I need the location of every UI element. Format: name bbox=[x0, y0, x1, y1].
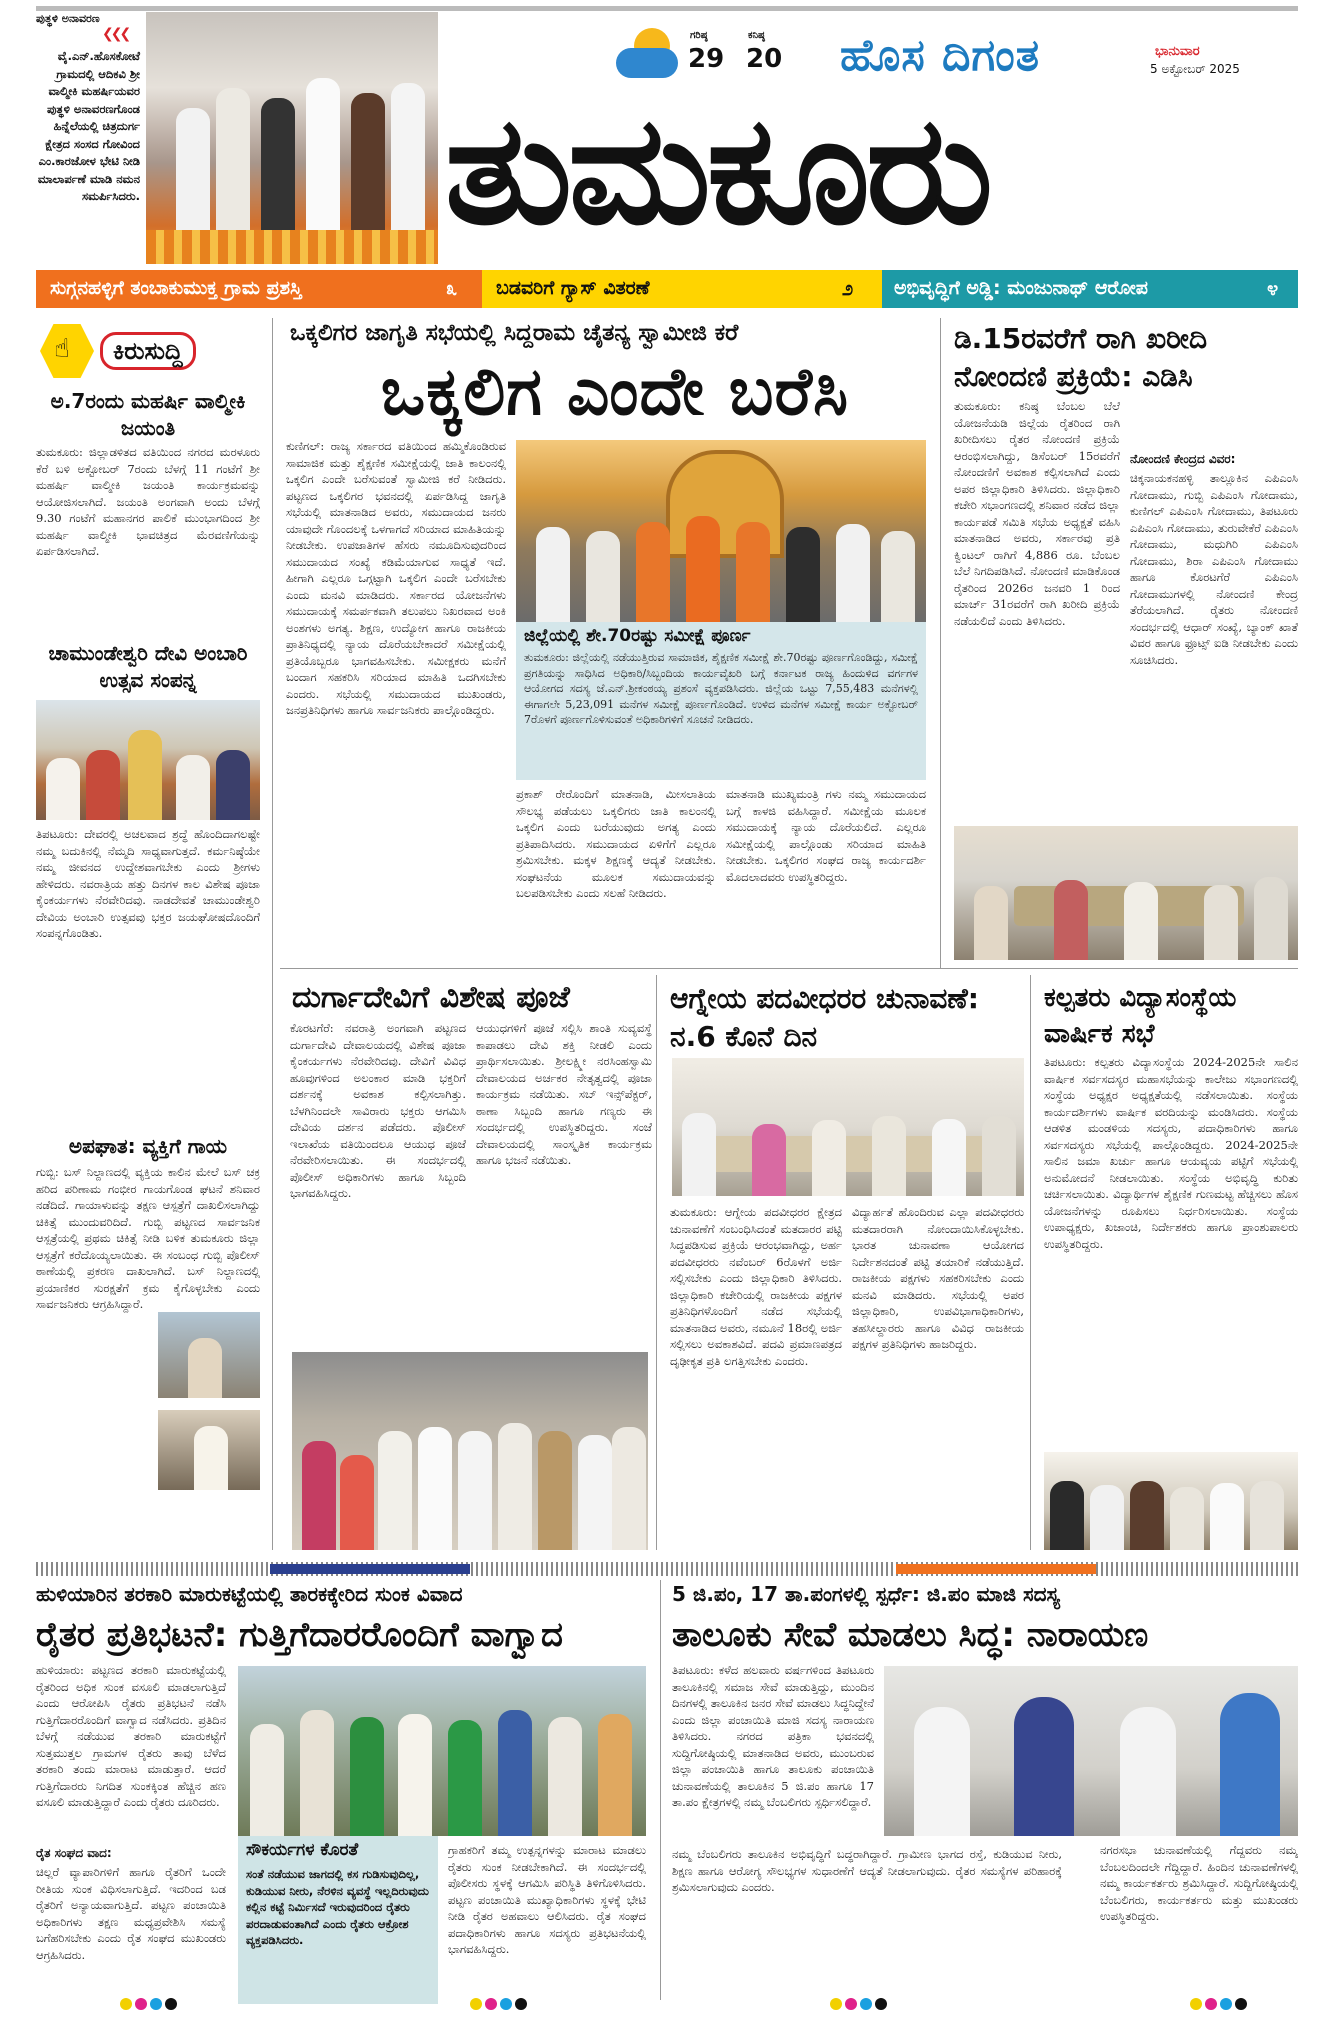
durga-photo bbox=[292, 1352, 648, 1550]
huliyar-photo bbox=[238, 1666, 646, 1836]
masthead-title: ತುಮಕೂರು bbox=[445, 84, 990, 258]
weather-min: 20 bbox=[746, 44, 783, 74]
huliyar-headline: ರೈತರ ಪ್ರತಿಭಟನೆ: ಗುತ್ತಿಗೆದಾರರೊಂದಿಗೆ ವಾಗ್ವಾದ bbox=[36, 1615, 563, 1655]
huliyar-box-head: ಸೌಕರ್ಯಗಳ ಕೊರತೆ bbox=[246, 1840, 359, 1860]
lead-headline: ಒಕ್ಕಲಿಗ ಎಂದೇ ಬರೆಸಿ bbox=[380, 353, 850, 430]
taluk-text-2: ನಮ್ಮ ಬೆಂಬಲಿಗರು ತಾಲೂಕಿನ ಅಭಿವೃದ್ಧಿಗೆ ಬದ್ಧರಾಗಿದ್ದಾರೆ. ಗ್ರಾಮೀಣ ಭಾಗದ ರಸ್ತೆ, ಕುಡಿಯುವ ನೀರು, ಶಿಕ್ಷಣ ಹಾಗೂ ಆರೋಗ್ಯ ಸೌಲಭ್ಯಗಳ ಸುಧಾರಣೆಗೆ ಆದ್ಯತೆ ನೀಡಲಾಗುವುದು. ರೈತರ ಸಮಸ್ಯೆಗಳ ಪರಿಹಾರಕ್ಕೆ ಶ್ರಮಿಸಲಾಗುವುದು ಎಂದರು. bbox=[672, 1847, 1062, 1894]
lead-sidebox-head: ಜಿಲ್ಲೆಯಲ್ಲಿ ಶೇ.70ರಷ್ಟು ಸಮೀಕ್ಷೆ ಪೂರ್ಣ bbox=[524, 626, 751, 646]
lead-kicker: ಒಕ್ಕಲಿಗರ ಜಾಗೃತಿ ಸಭೆಯಲ್ಲಿ ಸಿದ್ದರಾಮ ಚೈತನ್ಯ ಸ್ವಾಮೀಜಿ ಕರೆ bbox=[290, 320, 739, 346]
brand-logo: ಹೊಸ ದಿಗಂತ bbox=[840, 30, 1041, 81]
weather-max: 29 bbox=[688, 44, 725, 74]
kiru-1-text: ತುಮಕೂರು: ಜಿಲ್ಲಾಡಳಿತದ ವತಿಯಿಂದ ನಗರದ ಮರಳೂರು ಕೆರೆ ಬಳಿ ಅಕ್ಟೋಬರ್ 7ರಂದು ಬೆಳಗ್ಗೆ 11 ಗಂಟೆಗೆ ಶ್ರೀ ಮಹರ್ಷಿ ವಾಲ್ಮೀಕಿ ಜಯಂತಿ ಕಾರ್ಯಕ್ರಮವನ್ನು ಆಯೋಜಿಸಲಾಗಿದೆ. ಜಯಂತಿ ಅಂಗವಾಗಿ ಅಂದು ಬೆಳಗ್ಗೆ 9.30 ಗಂಟೆಗೆ ಮಹಾನಗರ ಪಾಲಿಕೆ ಮುಂಭಾಗದಿಂದ ಶ್ರೀ ಮಹರ್ಷಿ ವಾಲ್ಮೀಕಿ ಭಾವಚಿತ್ರದ ಮೆರವಣಿಗೆಯನ್ನು ಏರ್ಪಡಿಸಲಾಗಿದೆ. bbox=[36, 445, 260, 558]
kirusuddi-label: ಕಿರುಸುದ್ದಿ bbox=[100, 332, 196, 370]
huliyar-kicker: ಹುಳಿಯಾರಿನ ತರಕಾರಿ ಮಾರುಕಟ್ಟೆಯಲ್ಲಿ ತಾರಕಕ್ಕೇರಿದ ಸುಂಕ ವಿವಾದ bbox=[36, 1582, 463, 1606]
corner-story bbox=[36, 12, 146, 262]
taluk-text: ತಿಪಟೂರು: ಕಳೆದ ಹಲವಾರು ವರ್ಷಗಳಿಂದ ತಿಪಟೂರು ತಾಲೂಕಿನಲ್ಲಿ ಸಮಾಜ ಸೇವೆ ಮಾಡುತ್ತಿದ್ದು, ಮುಂದಿನ ದಿನಗಳಲ್ಲಿ ತಾಲೂಕಿನ ಜನರ ಸೇವೆ ಮಾಡಲು ಸಿದ್ಧನಿದ್ದೇನೆ ಎಂದು ಜಿಲ್ಲಾ ಪಂಚಾಯಿತಿ ಮಾಜಿ ಸದಸ್ಯ ನಾರಾಯಣ ತಿಳಿಸಿದರು. ನಗರದ ಪತ್ರಿಕಾ ಭವನದಲ್ಲಿ ಸುದ್ದಿಗೋಷ್ಠಿಯಲ್ಲಿ ಮಾತನಾಡಿದ ಅವರು, ಮುಂಬರುವ ಜಿಲ್ಲಾ ಪಂಚಾಯಿತಿ ಹಾಗೂ ತಾಲೂಕು ಪಂಚಾಯಿತಿ ಚುನಾವಣೆಯಲ್ಲಿ ತಾಲೂಕಿನ 5 ಜಿ.ಪಂ ಹಾಗೂ 17 ತಾ.ಪಂ ಕ್ಷೇತ್ರಗಳಲ್ಲಿ ನಮ್ಮ ಬೆಂಬಲಿಗರು ಸ್ಪರ್ಧಿಸಲಿದ್ದಾರೆ. bbox=[672, 1663, 874, 1809]
corner-text: ವೈ.ಎನ್.ಹೊಸಕೋಟೆ ಗ್ರಾಮದಲ್ಲಿ ಆದಿಕವಿ ಶ್ರೀ ವಾಲ್ಮೀಕಿ ಮಹರ್ಷಿಯವರ ಪುತ್ಥಳಿ ಅನಾವರಣಗೊಂಡ ಹಿನ್ನೆಲೆಯಲ್ಲಿ ಚಿತ್ರದುರ್ಗ ಕ್ಷೇತ್ರದ ಸಂಸದ ಗೋವಿಂದ ಎಂ.ಕಾರಜೋಳ ಭೇಟಿ ನೀಡಿ ಮಾಲಾರ್ಪಣೆ ಮಾಡಿ ನಮನ ಸಮರ್ಪಿಸಿದರು. bbox=[37, 49, 140, 203]
teaser-2-page: ೨ bbox=[842, 276, 854, 300]
teaser-1[interactable] bbox=[36, 270, 482, 308]
kalpa-photo bbox=[1044, 1452, 1298, 1550]
teaser-2-text: ಬಡವರಿಗೆ ಗ್ಯಾಸ್ ವಿತರಣೆ bbox=[496, 277, 650, 299]
teaser-strip bbox=[36, 270, 1298, 308]
teaser-1-page: ೩ bbox=[446, 276, 458, 300]
durga-text: ಕೊರಟಗೆರೆ: ನವರಾತ್ರಿ ಅಂಗವಾಗಿ ಪಟ್ಟಣದ ದುರ್ಗಾದೇವಿ ದೇವಾಲಯದಲ್ಲಿ ವಿಶೇಷ ಪೂಜಾ ಕೈಂಕರ್ಯಗಳು ನೆರವೇರಿದವು. ದೇವಿಗೆ ವಿವಿಧ ಹೂವುಗಳಿಂದ ಅಲಂಕಾರ ಮಾಡಿ ಭಕ್ತರಿಗೆ ದರ್ಶನಕ್ಕೆ ಅವಕಾಶ ಕಲ್ಪಿಸಲಾಗಿತ್ತು. ಬೆಳಗಿನಿಂದಲೇ ಸಾವಿರಾರು ಭಕ್ತರು ಆಗಮಿಸಿ ದೇವಿಯ ದರ್ಶನ ಪಡೆದರು. ಪೊಲೀಸ್ ಇಲಾಖೆಯ ವತಿಯಿಂದಲೂ ಆಯುಧ ಪೂಜೆ ನೆರವೇರಿಸಲಾಯಿತು. ಈ ಸಂದರ್ಭದಲ್ಲಿ ಪೊಲೀಸ್ ಅಧಿಕಾರಿಗಳು ಹಾಗೂ ಸಿಬ್ಬಂದಿ ಭಾಗವಹಿಸಿದ್ದರು. bbox=[290, 1021, 466, 1200]
bottom-separator bbox=[36, 1562, 1298, 1576]
taluk-headline: ತಾಲೂಕು ಸೇವೆ ಮಾಡಲು ಸಿದ್ಧ: ನಾರಾಯಣ bbox=[672, 1615, 1149, 1655]
issue-date: 5 ಅಕ್ಟೋಬರ್ 2025 bbox=[1150, 62, 1240, 76]
durga-text-2: ಆಯುಧಗಳಿಗೆ ಪೂಜೆ ಸಲ್ಲಿಸಿ ಶಾಂತಿ ಸುವ್ಯವಸ್ಥೆ ಕಾಪಾಡಲು ದೇವಿ ಶಕ್ತಿ ನೀಡಲಿ ಎಂದು ಪ್ರಾರ್ಥಿಸಲಾಯಿತು. ಶ್ರೀಲಕ್ಷ್ಮೀ ನರಸಿಂಹಸ್ವಾಮಿ ದೇವಾಲಯದ ಅರ್ಚಕರ ನೇತೃತ್ವದಲ್ಲಿ ಪೂಜಾ ಕಾರ್ಯಕ್ರಮ ನಡೆಯಿತು. ಸಬ್ ಇನ್ಸ್‌ಪೆಕ್ಟರ್, ಠಾಣಾ ಸಿಬ್ಬಂದಿ ಹಾಗೂ ಗಣ್ಯರು ಈ ಸಂದರ್ಭದಲ್ಲಿ ಉಪಸ್ಥಿತರಿದ್ದರು. ಸಂಜೆ ದೇವಾಲಯದಲ್ಲಿ ಸಾಂಸ್ಕೃತಿಕ ಕಾರ್ಯಕ್ರಮ ಹಾಗೂ ಭಜನೆ ನಡೆಯಿತು. bbox=[476, 1021, 652, 1167]
kalpa-text: ತಿಪಟೂರು: ಕಲ್ಪತರು ವಿದ್ಯಾಸಂಸ್ಥೆಯ 2024-2025ನೇ ಸಾಲಿನ ವಾರ್ಷಿಕ ಸರ್ವಸದಸ್ಯರ ಮಹಾಸಭೆಯನ್ನು ಕಾಲೇಜು ಸಭಾಂಗಣದಲ್ಲಿ ಸಂಸ್ಥೆಯ ಅಧ್ಯಕ್ಷರ ಅಧ್ಯಕ್ಷತೆಯಲ್ಲಿ ನಡೆಸಲಾಯಿತು. ಸಂಸ್ಥೆಯ ಕಾರ್ಯದರ್ಶಿಗಳು ವಾರ್ಷಿಕ ವರದಿಯನ್ನು ಮಂಡಿಸಿದರು. ಸಂಸ್ಥೆಯ ಆಡಳಿತ ಮಂಡಳಿಯ ಸದಸ್ಯರು, ಪದಾಧಿಕಾರಿಗಳು ಹಾಗೂ ಸರ್ವಸದಸ್ಯರು ಸಭೆಯಲ್ಲಿ ಪಾಲ್ಗೊಂಡಿದ್ದರು. 2024-2025ನೇ ಸಾಲಿನ ಜಮಾ ಖರ್ಚು ಹಾಗೂ ಆಯವ್ಯಯ ಪಟ್ಟಿಗೆ ಸಭೆಯಲ್ಲಿ ಅನುಮೋದನೆ ನೀಡಲಾಯಿತು. ಸಂಸ್ಥೆಯ ಅಭಿವೃದ್ಧಿ ಕುರಿತು ಚರ್ಚಿಸಲಾಯಿತು. ವಿದ್ಯಾರ್ಥಿಗಳ ಶೈಕ್ಷಣಿಕ ಗುಣಮಟ್ಟ ಹೆಚ್ಚಿಸಲು ಹೊಸ ಯೋಜನೆಗಳನ್ನು ರೂಪಿಸಲು ನಿರ್ಧರಿಸಲಾಯಿತು. ಸಂಸ್ಥೆಯ ಉಪಾಧ್ಯಕ್ಷರು, ಖಜಾಂಚಿ, ನಿರ್ದೇಶಕರು ಹಾಗೂ ಪ್ರಾಂಶುಪಾಲರು ಉಪಸ್ಥಿತರಿದ್ದರು. bbox=[1044, 1055, 1298, 1251]
teaser-3-page: ೪ bbox=[1267, 276, 1279, 300]
registration-mark-4 bbox=[1190, 1998, 1250, 2010]
kiru-3-head: ಅಪಘಾತ: ವ್ಯಕ್ತಿಗೆ ಗಾಯ bbox=[68, 1134, 228, 1158]
corner-photo bbox=[146, 12, 438, 264]
agneya-text-2: ವಿದ್ಯಾರ್ಹತೆ ಹೊಂದಿರುವ ಎಲ್ಲಾ ಪದವೀಧರರು ಮತದಾರರಾಗಿ ನೋಂದಾಯಿಸಿಕೊಳ್ಳಬೇಕು. ಭಾರತ ಚುನಾವಣಾ ಆಯೋಗದ ನಿರ್ದೇಶನದಂತೆ ಪಟ್ಟಿ ತಯಾರಿಕೆ ನಡೆಯುತ್ತಿದೆ. ರಾಜಕೀಯ ಪಕ್ಷಗಳು ಸಹಕರಿಸಬೇಕು ಎಂದು ಮನವಿ ಮಾಡಿದರು. ಸಭೆಯಲ್ಲಿ ಅಪರ ಜಿಲ್ಲಾಧಿಕಾರಿ, ಉಪವಿಭಾಗಾಧಿಕಾರಿಗಳು, ತಹಸೀಲ್ದಾರರು ಹಾಗೂ ವಿವಿಧ ರಾಜಕೀಯ ಪಕ್ಷಗಳ ಪ್ರತಿನಿಧಿಗಳು ಹಾಜರಿದ್ದರು. bbox=[852, 1205, 1024, 1351]
lead-photo bbox=[516, 440, 926, 622]
teaser-3[interactable] bbox=[882, 270, 1298, 308]
lead-sidebox bbox=[516, 622, 926, 780]
kirusuddi-badge: ☝ ಕಿರುಸುದ್ದಿ bbox=[36, 322, 260, 380]
teaser-1-text: ಸುಗ್ಗನಹಳ್ಳಿಗೆ ತಂಬಾಕುಮುಕ್ತ ಗ್ರಾಮ ಪ್ರಶಸ್ತಿ bbox=[50, 277, 302, 299]
durga-headline: ದುರ್ಗಾದೇವಿಗೆ ವಿಶೇಷ ಪೂಜೆ bbox=[292, 980, 570, 1015]
agneya-photo bbox=[672, 1058, 1024, 1196]
agneya-text: ತುಮಕೂರು: ಆಗ್ನೇಯ ಪದವೀಧರರ ಕ್ಷೇತ್ರದ ಚುನಾವಣೆಗೆ ಸಂಬಂಧಿಸಿದಂತೆ ಮತದಾರರ ಪಟ್ಟಿ ಸಿದ್ಧಪಡಿಸುವ ಪ್ರಕ್ರಿಯೆ ಆರಂಭವಾಗಿದ್ದು, ಅರ್ಹ ಪದವೀಧರರು ನವೆಂಬರ್ 6ರೊಳಗೆ ಅರ್ಜಿ ಸಲ್ಲಿಸಬೇಕು ಎಂದು ಜಿಲ್ಲಾಧಿಕಾರಿ ತಿಳಿಸಿದರು. ಜಿಲ್ಲಾಧಿಕಾರಿ ಕಚೇರಿಯಲ್ಲಿ ರಾಜಕೀಯ ಪಕ್ಷಗಳ ಪ್ರತಿನಿಧಿಗಳೊಂದಿಗೆ ನಡೆದ ಸಭೆಯಲ್ಲಿ ಮಾತನಾಡಿದ ಅವರು, ನಮೂನೆ 18ರಲ್ಲಿ ಅರ್ಜಿ ಸಲ್ಲಿಸಲು ಅವಕಾಶವಿದೆ. ಪದವಿ ಪ್ರಮಾಣಪತ್ರದ ದೃಢೀಕೃತ ಪ್ರತಿ ಲಗತ್ತಿಸಬೇಕು ಎಂದರು. bbox=[670, 1205, 842, 1368]
lead-text-2: ಪ್ರಕಾಶ್ ರೇರೊಂದಿಗೆ ಮಾತನಾಡಿ, ಮೀಸಲಾತಿಯ ಸೌಲಭ್ಯ ಪಡೆಯಲು ಒಕ್ಕಲಿಗರು ಜಾತಿ ಕಾಲಂನಲ್ಲಿ ಒಕ್ಕಲಿಗ ಎಂದು ಬರೆಯುವುದು ಅಗತ್ಯ ಎಂದು ಪ್ರತಿಪಾದಿಸಿದರು. ಸಮುದಾಯದ ಏಳಿಗೆಗೆ ಎಲ್ಲರೂ ಶ್ರಮಿಸಬೇಕು. ಮಕ್ಕಳ ಶಿಕ್ಷಣಕ್ಕೆ ಆದ್ಯತೆ ನೀಡಬೇಕು. ಸಂಘಟನೆಯ ಮೂಲಕ ಸಮುದಾಯವನ್ನು ಬಲಪಡಿಸಬೇಕು ಎಂದು ಸಲಹೆ ನೀಡಿದರು. bbox=[516, 787, 716, 900]
kiru-3-text: ಗುಬ್ಬಿ: ಬಸ್ ನಿಲ್ದಾಣದಲ್ಲಿ ವ್ಯಕ್ತಿಯ ಕಾಲಿನ ಮೇಲೆ ಬಸ್ ಚಕ್ರ ಹರಿದ ಪರಿಣಾಮ ಗಂಭೀರ ಗಾಯಗೊಂಡ ಘಟನೆ ಶನಿವಾರ ನಡೆದಿದೆ. ಗಾಯಾಳುವನ್ನು ತಕ್ಷಣ ಆಸ್ಪತ್ರೆಗೆ ದಾಖಲಿಸಲಾಗಿದ್ದು ಚಿಕಿತ್ಸೆ ಮುಂದುವರಿದಿದೆ. ಗುಬ್ಬಿ ಪಟ್ಟಣದ ಸಾರ್ವಜನಿಕ ಆಸ್ಪತ್ರೆಯಲ್ಲಿ ಪ್ರಥಮ ಚಿಕಿತ್ಸೆ ನೀಡಿ ಬಳಿಕ ತುಮಕೂರು ಜಿಲ್ಲಾ ಆಸ್ಪತ್ರೆಗೆ ಕರೆದೊಯ್ಯಲಾಯಿತು. ಈ ಸಂಬಂಧ ಗುಬ್ಬಿ ಪೊಲೀಸ್ ಠಾಣೆಯಲ್ಲಿ ಪ್ರಕರಣ ದಾಖಲಾಗಿದೆ. ಬಸ್ ನಿಲ್ದಾಣದಲ್ಲಿ ಪ್ರಯಾಣಿಕರ ಸುರಕ್ಷತೆಗೆ ಕ್ರಮ ಕೈಗೊಳ್ಳಬೇಕು ಎಂದು ಸಾರ್ವಜನಿಕರು ಆಗ್ರಹಿಸಿದ್ದಾರೆ. bbox=[36, 1165, 260, 1311]
huliyar-box bbox=[238, 1836, 438, 2004]
kalpa-headline: ಕಲ್ಪತರು ವಿದ್ಯಾಸಂಸ್ಥೆಯ ವಾರ್ಷಿಕ ಸಭೆ bbox=[1044, 983, 1237, 1049]
teaser-2[interactable] bbox=[482, 270, 882, 308]
lead-text: ಕುಣಿಗಲ್: ರಾಜ್ಯ ಸರ್ಕಾರದ ವತಿಯಿಂದ ಹಮ್ಮಿಕೊಂಡಿರುವ ಸಾಮಾಜಿಕ ಮತ್ತು ಶೈಕ್ಷಣಿಕ ಸಮೀಕ್ಷೆಯಲ್ಲಿ ಜಾತಿ ಕಾಲಂನಲ್ಲಿ ಒಕ್ಕಲಿಗ ಎಂದೇ ಬರೆಸುವಂತೆ ಸ್ವಾಮೀಜಿ ಕರೆ ನೀಡಿದರು. ಪಟ್ಟಣದ ಒಕ್ಕಲಿಗರ ಭವನದಲ್ಲಿ ಏರ್ಪಡಿಸಿದ್ದ ಜಾಗೃತಿ ಸಭೆಯಲ್ಲಿ ಮಾತನಾಡಿದ ಅವರು, ಸಮುದಾಯದ ಜನರು ಯಾವುದೇ ಗೊಂದಲಕ್ಕೆ ಒಳಗಾಗದೆ ಸರಿಯಾದ ಮಾಹಿತಿಯನ್ನು ನೀಡಬೇಕು. ಉಪಜಾತಿಗಳ ಹೆಸರು ನಮೂದಿಸುವುದರಿಂದ ಸಮುದಾಯದ ಸಂಖ್ಯೆ ಕಡಿಮೆಯಾಗುವ ಸಾಧ್ಯತೆ ಇದೆ. ಹೀಗಾಗಿ ಎಲ್ಲರೂ ಒಗ್ಗಟ್ಟಾಗಿ ಒಕ್ಕಲಿಗ ಎಂದೇ ಬರೆಸಬೇಕು ಎಂದು ಮನವಿ ಮಾಡಿದರು. ಸರ್ಕಾರದ ಯೋಜನೆಗಳು ಸಮುದಾಯಕ್ಕೆ ಸಮರ್ಪಕವಾಗಿ ತಲುಪಲು ನಿಖರವಾದ ಅಂಕಿ ಅಂಶಗಳು ಅಗತ್ಯ. ಶಿಕ್ಷಣ, ಉದ್ಯೋಗ ಹಾಗೂ ರಾಜಕೀಯ ಪ್ರಾತಿನಿಧ್ಯದಲ್ಲಿ ನ್ಯಾಯ ದೊರೆಯಬೇಕಾದರೆ ಸಮೀಕ್ಷೆಯಲ್ಲಿ ಪ್ರತಿಯೊಬ್ಬರೂ ಭಾಗವಹಿಸಬೇಕು. ಸಮೀಕ್ಷಕರು ಮನೆಗೆ ಬಂದಾಗ ಸಹಕರಿಸಿ ಸರಿಯಾದ ಮಾಹಿತಿ ಒದಗಿಸಬೇಕು ಎಂದರು. ಸಭೆಯಲ್ಲಿ ಸಮುದಾಯದ ಮುಖಂಡರು, ಜನಪ್ರತಿನಿಧಿಗಳು ಹಾಗೂ ಸಾರ್ವಜನಿಕರು ಪಾಲ್ಗೊಂಡಿದ್ದರು. bbox=[286, 439, 506, 717]
huliyar-text-2: ಚಿಲ್ಲರೆ ವ್ಯಾಪಾರಿಗಳಿಗೆ ಹಾಗೂ ರೈತರಿಗೆ ಒಂದೇ ರೀತಿಯ ಸುಂಕ ವಿಧಿಸಲಾಗುತ್ತಿದೆ. ಇದರಿಂದ ಬಡ ರೈತರಿಗೆ ಅನ್ಯಾಯವಾಗುತ್ತಿದೆ. ಪಟ್ಟಣ ಪಂಚಾಯಿತಿ ಅಧಿಕಾರಿಗಳು ತಕ್ಷಣ ಮಧ್ಯಪ್ರವೇಶಿಸಿ ಸಮಸ್ಯೆ ಬಗೆಹರಿಸಬೇಕು ಎಂದು ರೈತ ಸಂಘದ ಮುಖಂಡರು ಆಗ್ರಹಿಸಿದರು. bbox=[36, 1865, 226, 1962]
ragi-photo bbox=[954, 826, 1298, 960]
corner-tag: ಪುತ್ಥಳಿ ಅನಾವರಣ bbox=[36, 12, 100, 25]
taluk-photo bbox=[884, 1666, 1298, 1836]
kiru-2-text: ತಿಪಟೂರು: ದೇವರಲ್ಲಿ ಅಚಲವಾದ ಶ್ರದ್ಧೆ ಹೊಂದಿದಾಗಲಷ್ಟೇ ನಮ್ಮ ಬದುಕಿನಲ್ಲಿ ನೆಮ್ಮದಿ ಸಾಧ್ಯವಾಗುತ್ತದೆ. ಕರ್ಮನಿಷ್ಠೆಯೇ ನಮ್ಮ ಜೀವನದ ಉದ್ದೇಶವಾಗಬೇಕು ಎಂದು ಶ್ರೀಗಳು ಹೇಳಿದರು. ನವರಾತ್ರಿಯ ಹತ್ತು ದಿನಗಳ ಕಾಲ ವಿಶೇಷ ಪೂಜಾ ಕೈಂಕರ್ಯಗಳು ನೆರವೇರಿದವು. ನಾಡದೇವತೆ ಚಾಮುಂಡೇಶ್ವರಿ ದೇವಿಯ ಅಂಬಾರಿ ಉತ್ಸವವು ಭಕ್ತರ ಜಯಘೋಷದೊಂದಿಗೆ ಸಂಪನ್ನಗೊಂಡಿತು. bbox=[36, 827, 260, 940]
taluk-kicker: 5 ಜಿ.ಪಂ, 17 ತಾ.ಪಂಗಳಲ್ಲಿ ಸ್ಪರ್ಧೆ: ಜಿ.ಪಂ ಮಾಜಿ ಸದಸ್ಯ bbox=[672, 1582, 1060, 1606]
teaser-3-text: ಅಭಿವೃದ್ಧಿಗೆ ಅಡ್ಡಿ: ಮಂಜುನಾಥ್ ಆರೋಪ bbox=[894, 277, 1148, 299]
top-rule bbox=[36, 6, 1298, 11]
lead-sidebox-text: ತುಮಕೂರು: ಜಿಲ್ಲೆಯಲ್ಲಿ ನಡೆಯುತ್ತಿರುವ ಸಾಮಾಜಿಕ, ಶೈಕ್ಷಣಿಕ ಸಮೀಕ್ಷೆ ಶೇ.70ರಷ್ಟು ಪೂರ್ಣಗೊಂಡಿದ್ದು, ಸಮೀಕ್ಷೆ ಪ್ರಗತಿಯನ್ನು ಸಾಧಿಸಿದ ಅಧಿಕಾರಿ/ಸಿಬ್ಬಂದಿಯ ಕಾರ್ಯವೈಖರಿ ಬಗ್ಗೆ ಕರ್ನಾಟಕ ರಾಜ್ಯ ಹಿಂದುಳಿದ ವರ್ಗಗಳ ಆಯೋಗದ ಸದಸ್ಯ ಜೆ.ಎನ್.ಶ್ರೀಕಂಠಯ್ಯ ಪ್ರಶಂಸೆ ವ್ಯಕ್ತಪಡಿಸಿದರು. ಜಿಲ್ಲೆಯ ಒಟ್ಟು 7,55,483 ಮನೆಗಳಲ್ಲಿ ಈಗಾಗಲೇ 5,23,091 ಮನೆಗಳ ಸಮೀಕ್ಷೆ ಪೂರ್ಣಗೊಂಡಿದೆ. ಉಳಿದ ಮನೆಗಳ ಸಮೀಕ್ಷೆ ಕಾರ್ಯ ಅಕ್ಟೋಬರ್ 7ರೊಳಗೆ ಪೂರ್ಣಗೊಳಿಸುವಂತೆ ಅಧಿಕಾರಿಗಳಿಗೆ ಸೂಚನೆ ನೀಡಿದರು. bbox=[524, 651, 918, 726]
kiru-2-head: ಚಾಮುಂಡೇಶ್ವರಿ ದೇವಿ ಅಂಬಾರಿ ಉತ್ಸವ ಸಂಪನ್ನ bbox=[48, 641, 248, 692]
taluk-text-3: ನಗರಸಭಾ ಚುನಾವಣೆಯಲ್ಲಿ ಗೆದ್ದವರು ನಮ್ಮ ಬೆಂಬಲದಿಂದಲೇ ಗೆದ್ದಿದ್ದಾರೆ. ಹಿಂದಿನ ಚುನಾವಣೆಗಳಲ್ಲಿ ನಮ್ಮ ಕಾರ್ಯಕರ್ತರು ಶ್ರಮಿಸಿದ್ದಾರೆ. ಸುದ್ದಿಗೋಷ್ಠಿಯಲ್ಲಿ ಬೆಂಬಲಿಗರು, ಕಾರ್ಯಕರ್ತರು ಮತ್ತು ಮುಖಂಡರು ಉಪಸ್ಥಿತರಿದ್ದರು. bbox=[1100, 1843, 1298, 1923]
kiru-2-photo bbox=[36, 700, 260, 820]
lead-text-3: ಮಾತನಾಡಿ ಮುಖ್ಯಮಂತ್ರಿ ಗಳು ನಮ್ಮ ಸಮುದಾಯದ ಬಗ್ಗೆ ಕಾಳಜಿ ವಹಿಸಿದ್ದಾರೆ. ಸಮೀಕ್ಷೆಯ ಮೂಲಕ ಸಮುದಾಯಕ್ಕೆ ನ್ಯಾಯ ದೊರೆಯಲಿದೆ. ಎಲ್ಲರೂ ಸಮೀಕ್ಷೆಯಲ್ಲಿ ಪಾಲ್ಗೊಂಡು ಸರಿಯಾದ ಮಾಹಿತಿ ನೀಡಬೇಕು. ಒಕ್ಕಲಿಗರ ಸಂಘದ ರಾಜ್ಯ ಕಾರ್ಯದರ್ಶಿ ಮೊದಲಾದವರು ಉಪಸ್ಥಿತರಿದ್ದರು. bbox=[726, 787, 926, 884]
ragi-text-2: ಚಿಕ್ಕನಾಯಕನಹಳ್ಳಿ ತಾಲ್ಲೂಕಿನ ಎಪಿಎಂಸಿ ಗೋದಾಮು, ಗುಬ್ಬಿ ಎಪಿಎಂಸಿ ಗೋದಾಮು, ಕುಣಿಗಲ್ ಎಪಿಎಂಸಿ ಗೋದಾಮು, ತಿಪಟೂರು ಎಪಿಎಂಸಿ ಗೋದಾಮು, ತುರುವೇಕೆರೆ ಎಪಿಎಂಸಿ ಗೋದಾಮು, ಮಧುಗಿರಿ ಎಪಿಎಂಸಿ ಗೋದಾಮು, ಶಿರಾ ಎಪಿಎಂಸಿ ಗೋದಾಮು ಹಾಗೂ ಕೊರಟಗೆರೆ ಎಪಿಎಂಸಿ ಗೋದಾಮುಗಳಲ್ಲಿ ನೋಂದಣಿ ಕೇಂದ್ರ ತೆರೆಯಲಾಗಿದೆ. ರೈತರು ನೋಂದಣಿ ಸಂದರ್ಭದಲ್ಲಿ ಆಧಾರ್ ಸಂಖ್ಯೆ, ಬ್ಯಾಂಕ್ ಖಾತೆ ವಿವರ ಹಾಗೂ ಫ್ರೂಟ್ಸ್ ಐಡಿ ನೀಡಬೇಕು ಎಂದು ಸೂಚಿಸಿದರು. bbox=[1130, 471, 1298, 667]
weather-cloud-icon bbox=[616, 48, 678, 78]
agneya-headline: ಆಗ್ನೇಯ ಪದವೀಧರರ ಚುನಾವಣೆ: ನ.6 ಕೊನೆ ದಿನ bbox=[670, 982, 979, 1053]
weather-max-label: ಗರಿಷ್ಠ bbox=[690, 30, 708, 41]
ragi-text: ತುಮಕೂರು: ಕನಿಷ್ಠ ಬೆಂಬಲ ಬೆಲೆ ಯೋಜನೆಯಡಿ ಜಿಲ್ಲೆಯ ರೈತರಿಂದ ರಾಗಿ ಖರೀದಿಸಲು ರೈತರ ನೋಂದಣಿ ಪ್ರಕ್ರಿಯೆ ಆರಂಭಿಸಲಾಗಿದ್ದು, ಡಿಸೆಂಬರ್ 15ರವರೆಗೆ ನೋಂದಣಿಗೆ ಅವಕಾಶ ಕಲ್ಪಿಸಲಾಗಿದೆ ಎಂದು ಅಪರ ಜಿಲ್ಲಾಧಿಕಾರಿ ತಿಳಿಸಿದರು. ಜಿಲ್ಲಾಧಿಕಾರಿ ಕಚೇರಿ ಸಭಾಂಗಣದಲ್ಲಿ ಶನಿವಾರ ನಡೆದ ಜಿಲ್ಲಾ ಕಾರ್ಯಪಡೆ ಸಮಿತಿ ಸಭೆಯ ಅಧ್ಯಕ್ಷತೆ ವಹಿಸಿ ಮಾತನಾಡಿದ ಅವರು, ಸರ್ಕಾರವು ಪ್ರತಿ ಕ್ವಿಂಟಲ್ ರಾಗಿಗೆ 4,886 ರೂ. ಬೆಂಬಲ ಬೆಲೆ ನಿಗದಿಪಡಿಸಿದೆ. ನೋಂದಣಿ ಮಾಡಿಕೊಂಡ ರೈತರಿಂದ 2026ರ ಜನವರಿ 1 ರಿಂದ ಮಾರ್ಚ್ 31ರವರೆಗೆ ರಾಗಿ ಖರೀದಿ ಪ್ರಕ್ರಿಯೆ ನಡೆಯಲಿದೆ ಎಂದು ತಿಳಿಸಿದರು. bbox=[954, 399, 1120, 628]
kiru-3-photo-2 bbox=[158, 1410, 260, 1490]
huliyar-subhead: ರೈತ ಸಂಘದ ವಾದ: bbox=[36, 1846, 112, 1860]
registration-mark-2 bbox=[470, 1998, 530, 2010]
huliyar-text: ಹುಳಿಯಾರು: ಪಟ್ಟಣದ ತರಕಾರಿ ಮಾರುಕಟ್ಟೆಯಲ್ಲಿ ರೈತರಿಂದ ಅಧಿಕ ಸುಂಕ ವಸೂಲಿ ಮಾಡಲಾಗುತ್ತಿದೆ ಎಂದು ಆರೋಪಿಸಿ ರೈತರು ಪ್ರತಿಭಟನೆ ನಡೆಸಿ ಗುತ್ತಿಗೆದಾರರೊಂದಿಗೆ ವಾಗ್ವಾದ ನಡೆಸಿದರು. ಪ್ರತಿದಿನ ಬೆಳಗ್ಗೆ ನಡೆಯುವ ತರಕಾರಿ ಮಾರುಕಟ್ಟೆಗೆ ಸುತ್ತಮುತ್ತಲ ಗ್ರಾಮಗಳ ರೈತರು ತಾವು ಬೆಳೆದ ತರಕಾರಿ ತಂದು ಮಾರಾಟ ಮಾಡುತ್ತಾರೆ. ಆದರೆ ಗುತ್ತಿಗೆದಾರರು ನಿಗದಿತ ಸುಂಕಕ್ಕಿಂತ ಹೆಚ್ಚಿನ ಹಣ ವಸೂಲಿ ಮಾಡುತ್ತಿದ್ದಾರೆ ಎಂದು ರೈತರು ದೂರಿದರು. bbox=[36, 1663, 226, 1809]
kiru-3-photo bbox=[158, 1312, 260, 1398]
registration-mark-1 bbox=[120, 1998, 180, 2010]
registration-mark-3 bbox=[830, 1998, 890, 2010]
weather-min-label: ಕನಿಷ್ಠ bbox=[748, 30, 765, 41]
ragi-subhead: ನೋಂದಣಿ ಕೇಂದ್ರದ ವಿವರ: bbox=[1130, 452, 1236, 466]
huliyar-text-3: ಗ್ರಾಹಕರಿಗೆ ತಮ್ಮ ಉತ್ಪನ್ನಗಳನ್ನು ಮಾರಾಟ ಮಾಡಲು ರೈತರು ಸುಂಕ ನೀಡಬೇಕಾಗಿದೆ. ಈ ಸಂದರ್ಭದಲ್ಲಿ ಪೊಲೀಸರು ಸ್ಥಳಕ್ಕೆ ಆಗಮಿಸಿ ಪರಿಸ್ಥಿತಿ ತಿಳಿಗೊಳಿಸಿದರು. ಪಟ್ಟಣ ಪಂಚಾಯಿತಿ ಮುಖ್ಯಾಧಿಕಾರಿಗಳು ಸ್ಥಳಕ್ಕೆ ಭೇಟಿ ನೀಡಿ ರೈತರ ಅಹವಾಲು ಆಲಿಸಿದರು. ರೈತ ಸಂಘದ ಪದಾಧಿಕಾರಿಗಳು ಹಾಗೂ ಸದಸ್ಯರು ಪ್ರತಿಭಟನೆಯಲ್ಲಿ ಭಾಗವಹಿಸಿದ್ದರು. bbox=[448, 1843, 646, 1956]
kiru-1-head: ಅ.7ರಂದು ಮಹರ್ಷಿ ವಾಲ್ಮೀಕಿ ಜಯಂತಿ bbox=[50, 389, 246, 440]
ragi-headline: ಡಿ.15ರವರೆಗೆ ರಾಗಿ ಖರೀದಿ ನೋಂದಣಿ ಪ್ರಕ್ರಿಯೆ: ಎಡಿಸಿ bbox=[954, 322, 1208, 393]
huliyar-box-text: ಸಂತೆ ನಡೆಯುವ ಜಾಗದಲ್ಲಿ ಕಸ ಗುಡಿಸುವುದಿಲ್ಲ, ಕುಡಿಯುವ ನೀರು, ನೆರಳಿನ ವ್ಯವಸ್ಥೆ ಇಲ್ಲದಿರುವುದು ಕಲ್ಲಿನ ಕಟ್ಟೆ ನಿರ್ಮಿಸದೆ ಇರುವುದರಿಂದ ರೈತರು ಪರದಾಡುವಂತಾಗಿದೆ ಎಂದು ರೈತರು ಆಕ್ರೋಶ ವ್ಯಕ್ತಪಡಿಸಿದರು. bbox=[246, 1867, 429, 1947]
issue-day: ಭಾನುವಾರ bbox=[1155, 44, 1200, 59]
corner-arrows-icon: ❮❮❮ bbox=[102, 26, 129, 42]
